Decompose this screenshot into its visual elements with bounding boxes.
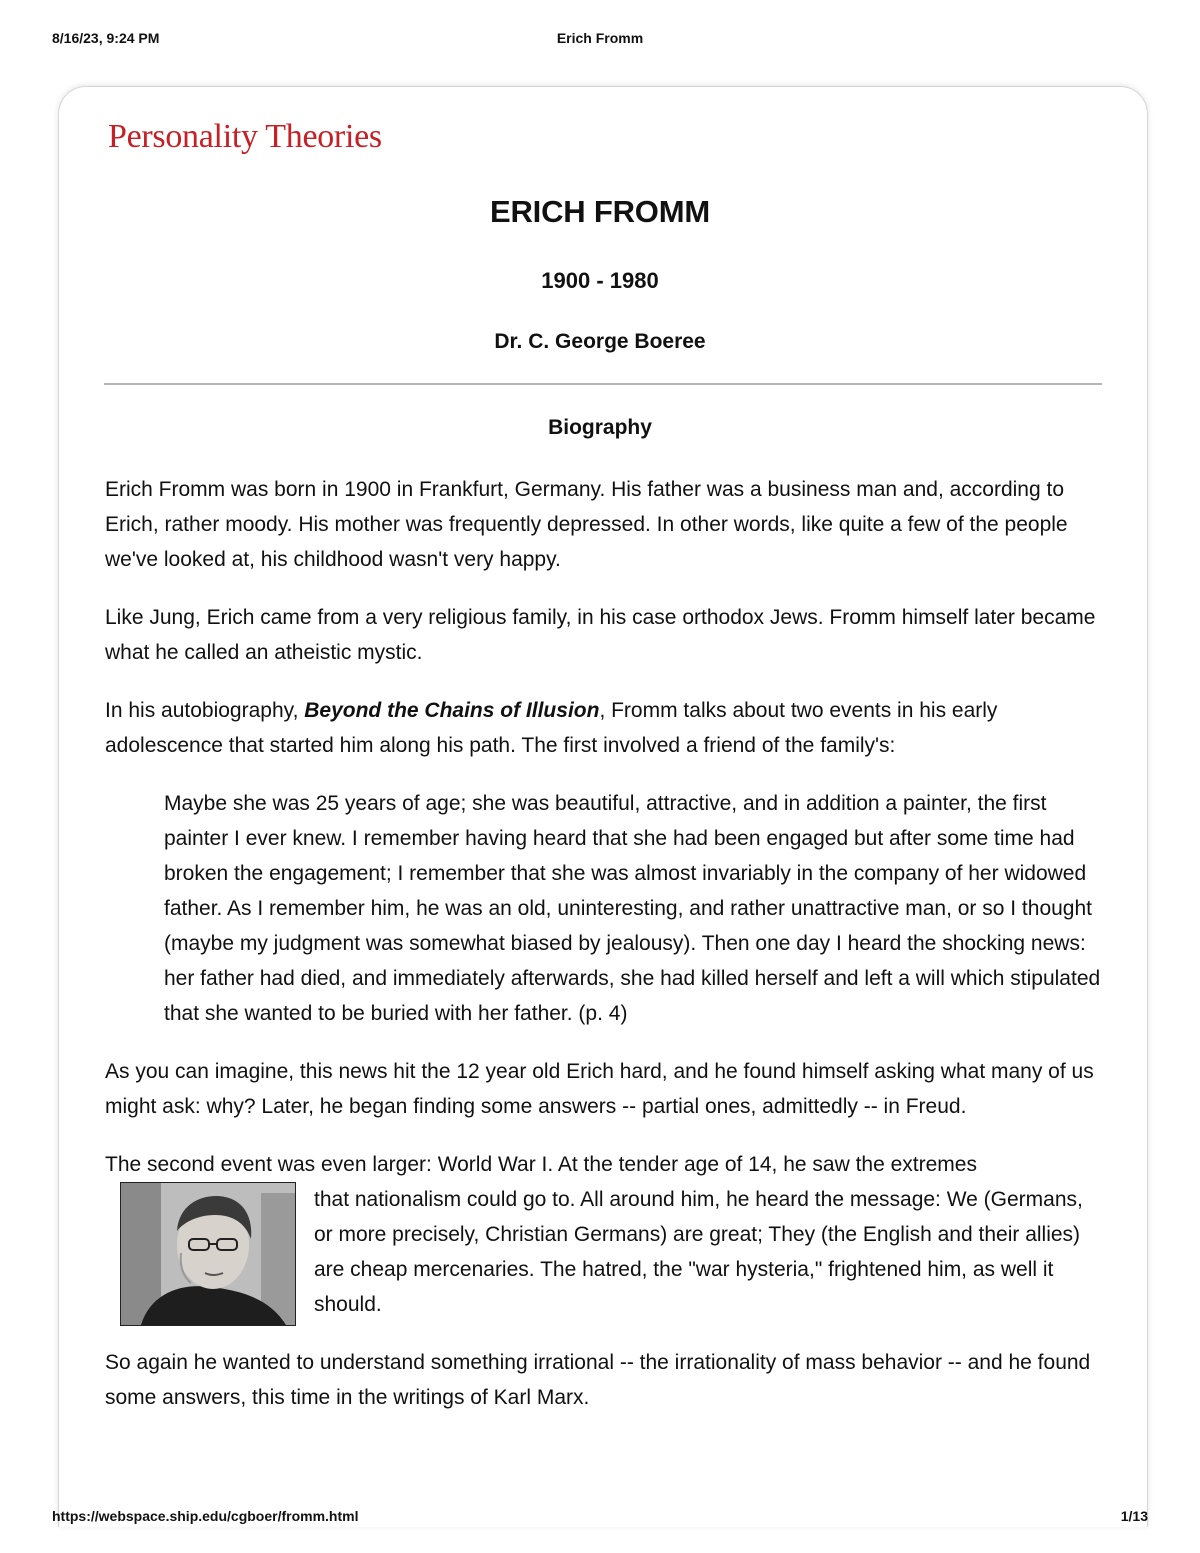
paragraph-religion: Like Jung, Erich came from a very religious family, in his case orthodox Jews. Fromm himself later became what he called an atheistic mystic.	[105, 606, 1096, 664]
author-name: Dr. C. George Boeree	[494, 330, 706, 353]
page-title: ERICH FROMM	[490, 194, 710, 229]
print-header	[52, 30, 1148, 50]
paragraph-ww1-first-line: The second event was even larger: World War I. At the tender age of 14, he saw the extremes	[105, 1153, 977, 1176]
horizontal-divider	[104, 383, 1102, 385]
paragraph-ww1-nationalism: that nationalism could go to. All around him, he heard the message: We (Germans, or more precisely, Christian Germans) are great; They (the English and their allies) are cheap mercenaries. The hatred, the "war hysteria," frightened him, as well it should.	[314, 1188, 1083, 1316]
print-page-number: 1/13	[1120, 1508, 1148, 1524]
paragraph-autobiography	[105, 693, 1105, 763]
paragraph-birth: Erich Fromm was born in 1900 in Frankfurt, Germany. His father was a business man and, according to Erich, rather moody. His mother was frequently depressed. In other words, like quite a few of the people we've looked at, his childhood wasn't very happy.	[105, 478, 1068, 571]
portrait-image	[121, 1183, 295, 1325]
book-title: Beyond the Chains of Illusion	[304, 699, 600, 722]
block-quote: Maybe she was 25 years of age; she was beautiful, attractive, and in addition a painter, the first painter I ever knew. I remember having heard that she had been engaged but after some time had broken the engagement; I remember that she was almost invariably in the company of her widowed father. As I remember him, he was an old, uninteresting, and rather unattractive man, or so I thought (maybe my judgment was somewhat biased by jealousy). Then one day I heard the shocking news: her father had died, and immediately afterwards, she had killed herself and left a will which stipulated that she wanted to be buried with her father. (p. 4)	[164, 792, 1101, 1025]
paragraph-freud: As you can imagine, this news hit the 12 year old Erich hard, and he found himself asking what many of us might ask: why? Later, he began finding some answers -- partial ones, admittedly -- in Freud.	[105, 1060, 1094, 1118]
paragraph-marx: So again he wanted to understand something irrational -- the irrationality of mass behavior -- and he found some answers, this time in the writings of Karl Marx.	[105, 1351, 1091, 1409]
article-body	[105, 472, 1105, 1438]
print-footer	[52, 1508, 1148, 1528]
print-page-title: Erich Fromm	[556, 30, 644, 46]
print-datetime: 8/16/23, 9:24 PM	[52, 30, 160, 46]
section-heading-biography: Biography	[548, 416, 652, 439]
print-url: https://webspace.ship.edu/cgboer/fromm.html	[52, 1508, 359, 1524]
erich-fromm-portrait-photo	[120, 1182, 296, 1326]
lifespan-years: 1900 - 1980	[541, 268, 659, 293]
site-brand-logo[interactable]: Personality Theories	[108, 118, 382, 155]
paragraph-text: , Fromm talks about two events in his early adolescence that started him along his path. The first involved a friend of the family's:	[105, 699, 998, 757]
paragraph-text: In his autobiography,	[105, 699, 305, 722]
